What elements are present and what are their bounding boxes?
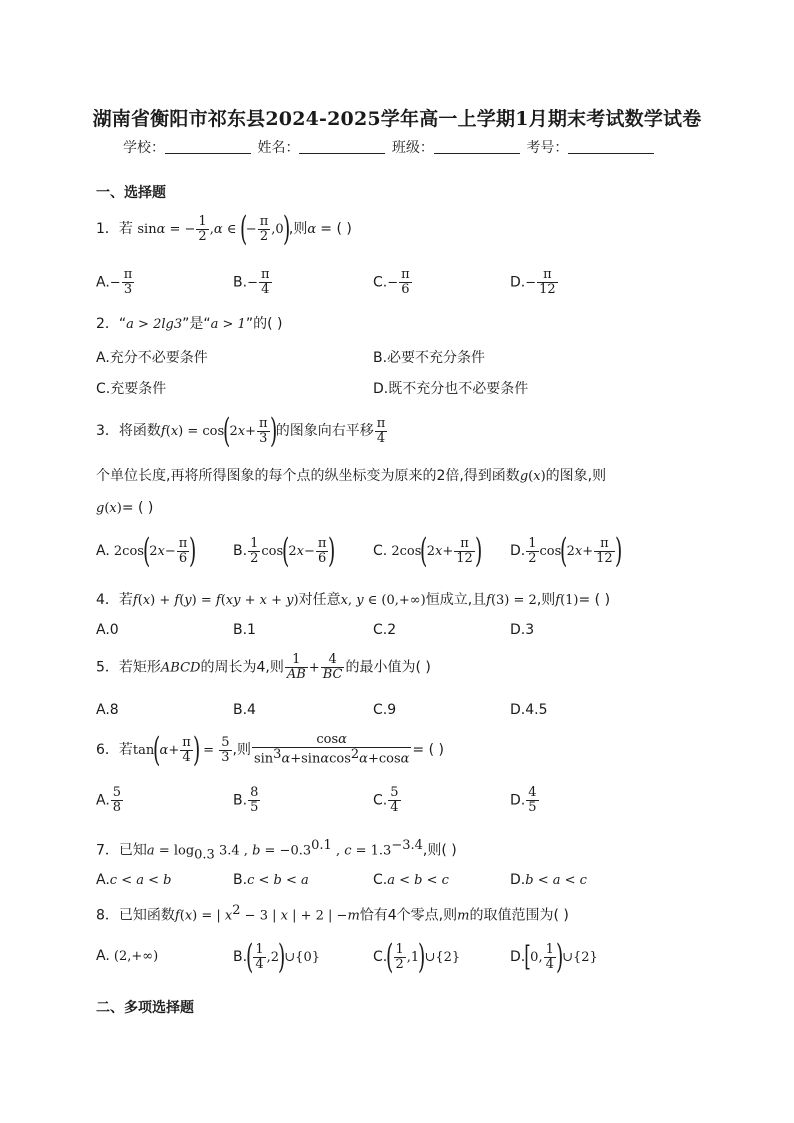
question-3-line-3: g(x)= ( ) [96,500,154,516]
q2-option-b[interactable]: B.必要不充分条件 [373,350,486,366]
q5-option-c[interactable]: C.9 [373,702,397,718]
student-info-line [123,137,656,157]
school-blank[interactable] [165,139,251,154]
section-heading-single-choice: 一、选择题 [96,185,166,201]
q7-option-c[interactable]: C.a < b < c [373,872,449,888]
question-2: 2．“a > 2lg3”是“a > 1”的( ) [96,316,283,332]
q6-option-d[interactable]: D. $\frac{4}{5}$ [510,785,537,815]
q3-option-b[interactable]: B. $\frac{1}{2}$ cos(2x− $\frac{\pi}{6}$ ) [233,531,336,571]
q3-option-c[interactable]: C. 2cos(2x+ $\frac{\pi}{12}$ ) [373,531,483,571]
q6-option-b[interactable]: B. $\frac{8}{5}$ [233,785,259,815]
q1-option-b[interactable]: B.− $\frac{\pi}{4}$ [233,267,270,297]
section-heading-multiple-choice: 二、多项选择题 [96,1000,194,1016]
q5-option-a[interactable]: A.8 [96,702,119,718]
q4-option-a[interactable]: A.0 [96,622,119,638]
name-label: 姓名： [257,140,300,156]
question-3-line-2: 个单位长度,再将所得图象的每个点的纵坐标变为原来的2倍,得到函数g(x)的图象,则 [96,468,607,484]
q1-option-a[interactable]: A.− $\frac{\pi}{3}$ [96,267,133,297]
class-label: 班级： [391,140,434,156]
school-label: 学校： [123,140,165,156]
question-7: 7．已知$a = \log_{0.3} 3.4$ , $b = -0.3^{0.1}$ , $c = 1.3^{-3.4}$,则( ) [96,838,457,863]
question-5: 5．若矩形ABCD的周长为4,则 $\frac{1}{AB}$ + $\frac{4}{BC}$ 的最小值为( ) [96,652,431,682]
page-title: 湖南省衡阳市祁东县2024-2025学年高一上学期1月期末考试数学试卷 [92,108,702,130]
q4-option-b[interactable]: B.1 [233,622,256,638]
q4-option-c[interactable]: C.2 [373,622,397,638]
q4-option-d[interactable]: D.3 [510,622,535,638]
question-3-line-1: 3．将函数f(x) = cos(2x+ $\frac{\pi}{3}$ )的图象向右平移 $\frac{\pi}{4}$ [96,411,386,451]
q8-option-c[interactable]: C.( $\frac{1}{2}$ ,1)∪{2} [373,937,461,977]
q1-option-d[interactable]: D.− $\frac{\pi}{12}$ [510,267,556,297]
q2-option-a[interactable]: A.充分不必要条件 [96,350,208,366]
q5-option-b[interactable]: B.4 [233,702,256,718]
q3-option-d[interactable]: D. $\frac{1}{2}$ cos(2x+ $\frac{\pi}{12}$ ) [510,531,622,571]
q7-option-a[interactable]: A.c < a < b [96,872,172,888]
q1-prefix: 1．若 [96,221,133,237]
q5-option-d[interactable]: D.4.5 [510,702,548,718]
q7-option-d[interactable]: D.b < a < c [510,872,587,888]
question-8: 8．已知函数f(x) = | $x^2 - 3$ | x | + 2 | −m恰有4个零点,则m的取值范围为( ) [96,903,569,924]
name-blank[interactable] [299,139,385,154]
number-blank[interactable] [568,139,654,154]
question-6: 6．若tan(α+ $\frac{\pi}{4}$ ) = $\frac{5}{3}$ ,则 $\frac{\cos\alpha}{\sin^3\alpha+\sin\alpha\cos^2\alpha+\cos\alpha}$ = ( ) [96,730,444,770]
q2-option-c[interactable]: C.充要条件 [96,381,167,397]
q3-option-a[interactable]: A. 2cos(2x− $\frac{\pi}{6}$ ) [96,531,197,571]
q8-option-b[interactable]: B.( $\frac{1}{4}$ ,2)∪{0} [233,937,320,977]
q1-mid: ,则 [288,221,308,237]
q1-option-c[interactable]: C.− $\frac{\pi}{6}$ [373,267,410,297]
q7-option-b[interactable]: B.c < b < a [233,872,309,888]
q6-option-c[interactable]: C. $\frac{5}{4}$ [373,785,399,815]
q1-end: = ( ) [320,221,352,237]
class-blank[interactable] [434,139,520,154]
q2-option-d[interactable]: D.既不充分也不必要条件 [373,381,529,397]
q8-option-a[interactable]: A. (2,+∞) [96,948,159,964]
q8-option-d[interactable]: D.[0, $\frac{1}{4}$ )∪{2} [510,937,598,977]
question-4: 4．若f(x) + f(y) = f(xy + x + y)对任意x, y ∈ (0,+∞)恒成立,且f(3) = 2,则f(1)= ( ) [96,592,611,608]
number-label: 考号： [526,140,569,156]
q6-option-a[interactable]: A. $\frac{5}{8}$ [96,785,122,815]
question-1: 1．若 sinα = − $\frac{1}{2}$ ,α ∈ (− $\frac{\pi}{2}$ ,0),则α = ( ) [96,209,352,249]
